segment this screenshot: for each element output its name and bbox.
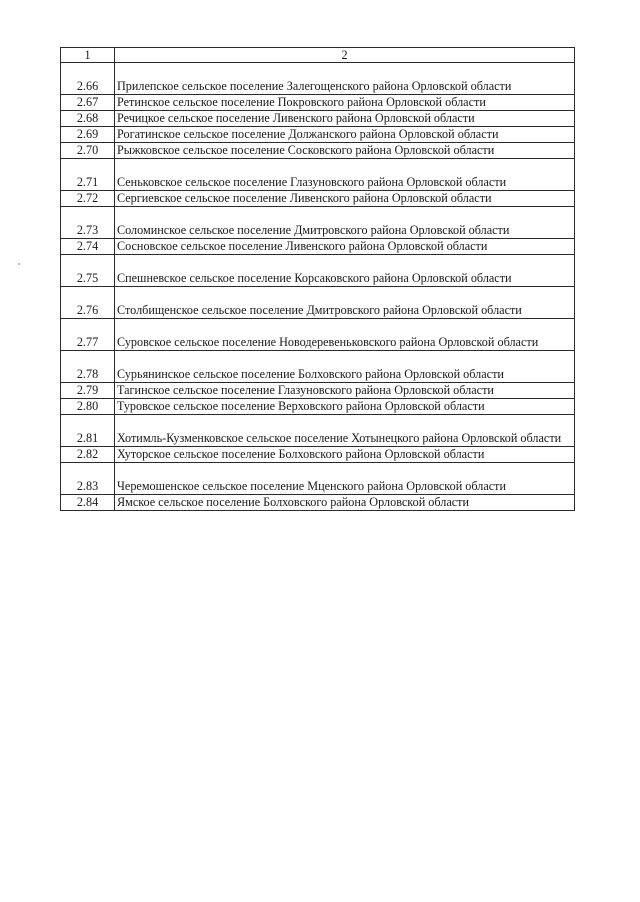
table-row (61, 239, 575, 255)
settlement-name: Тагинское сельское поселение Глазуновского района Орловской области (115, 383, 575, 399)
table-row (61, 399, 575, 415)
settlement-name: Спешневское сельское поселение Корсаковского района Орловской области (115, 255, 575, 287)
table-row (61, 63, 575, 95)
settlement-name: Ямское сельское поселение Болховского района Орловской области (115, 495, 575, 511)
row-number: 2.78 (61, 351, 115, 383)
row-number: 2.71 (61, 159, 115, 191)
settlement-name: Столбищенское сельское поселение Дмитровского района Орловской области (115, 287, 575, 319)
table-body (61, 63, 575, 511)
settlement-name: Хотимль-Кузменковское сельское поселение Хотынецкого района Орловской области (115, 415, 575, 447)
row-number: 2.69 (61, 127, 115, 143)
table-row (61, 207, 575, 239)
row-number: 2.70 (61, 143, 115, 159)
row-number: 2.68 (61, 111, 115, 127)
settlement-name: Соломинское сельское поселение Дмитровского района Орловской области (115, 207, 575, 239)
table-row (61, 447, 575, 463)
row-number: 2.81 (61, 415, 115, 447)
header-column-1: 1 (61, 48, 115, 63)
row-number: 2.79 (61, 383, 115, 399)
row-number: 2.84 (61, 495, 115, 511)
table-row (61, 495, 575, 511)
header-row (61, 48, 575, 63)
row-number: 2.77 (61, 319, 115, 351)
settlement-name: Рыжковское сельское поселение Сосковского района Орловской области (115, 143, 575, 159)
table-row (61, 351, 575, 383)
row-number: 2.66 (61, 63, 115, 95)
settlement-name: Сосновское сельское поселение Ливенского района Орловской области (115, 239, 575, 255)
row-number: 2.82 (61, 447, 115, 463)
table-row (61, 255, 575, 287)
row-number: 2.73 (61, 207, 115, 239)
row-number: 2.72 (61, 191, 115, 207)
settlement-name: Прилепское сельское поселение Залегощенского района Орловской области (115, 63, 575, 95)
row-number: 2.75 (61, 255, 115, 287)
table-row (61, 463, 575, 495)
row-number: 2.83 (61, 463, 115, 495)
settlements-table (60, 47, 575, 511)
table-row (61, 159, 575, 191)
table-row (61, 111, 575, 127)
settlement-name: Речицкое сельское поселение Ливенского района Орловской области (115, 111, 575, 127)
table-row (61, 319, 575, 351)
table-header (61, 48, 575, 63)
settlement-name: Рогатинское сельское поселение Должанского района Орловской области (115, 127, 575, 143)
settlement-name: Сурьянинское сельское поселение Болховского района Орловской области (115, 351, 575, 383)
settlement-name: Туровское сельское поселение Верховского района Орловской области (115, 399, 575, 415)
row-number: 2.76 (61, 287, 115, 319)
header-column-2: 2 (115, 48, 575, 63)
row-number: 2.67 (61, 95, 115, 111)
row-number: 2.74 (61, 239, 115, 255)
table-row (61, 143, 575, 159)
table-row (61, 191, 575, 207)
table-row (61, 383, 575, 399)
settlement-name: Сеньковское сельское поселение Глазуновского района Орловской области (115, 159, 575, 191)
row-number: 2.80 (61, 399, 115, 415)
table-row (61, 287, 575, 319)
table-row (61, 127, 575, 143)
table-row (61, 95, 575, 111)
settlement-name: Суровское сельское поселение Новодеревеньковского района Орловской области (115, 319, 575, 351)
settlement-name: Хуторское сельское поселение Болховского района Орловской области (115, 447, 575, 463)
settlement-name: Ретинское сельское поселение Покровского района Орловской области (115, 95, 575, 111)
settlement-name: Черемошенское сельское поселение Мценского района Орловской области (115, 463, 575, 495)
settlement-name: Сергиевское сельское поселение Ливенского района Орловской области (115, 191, 575, 207)
scan-speck (18, 263, 20, 265)
table-row (61, 415, 575, 447)
